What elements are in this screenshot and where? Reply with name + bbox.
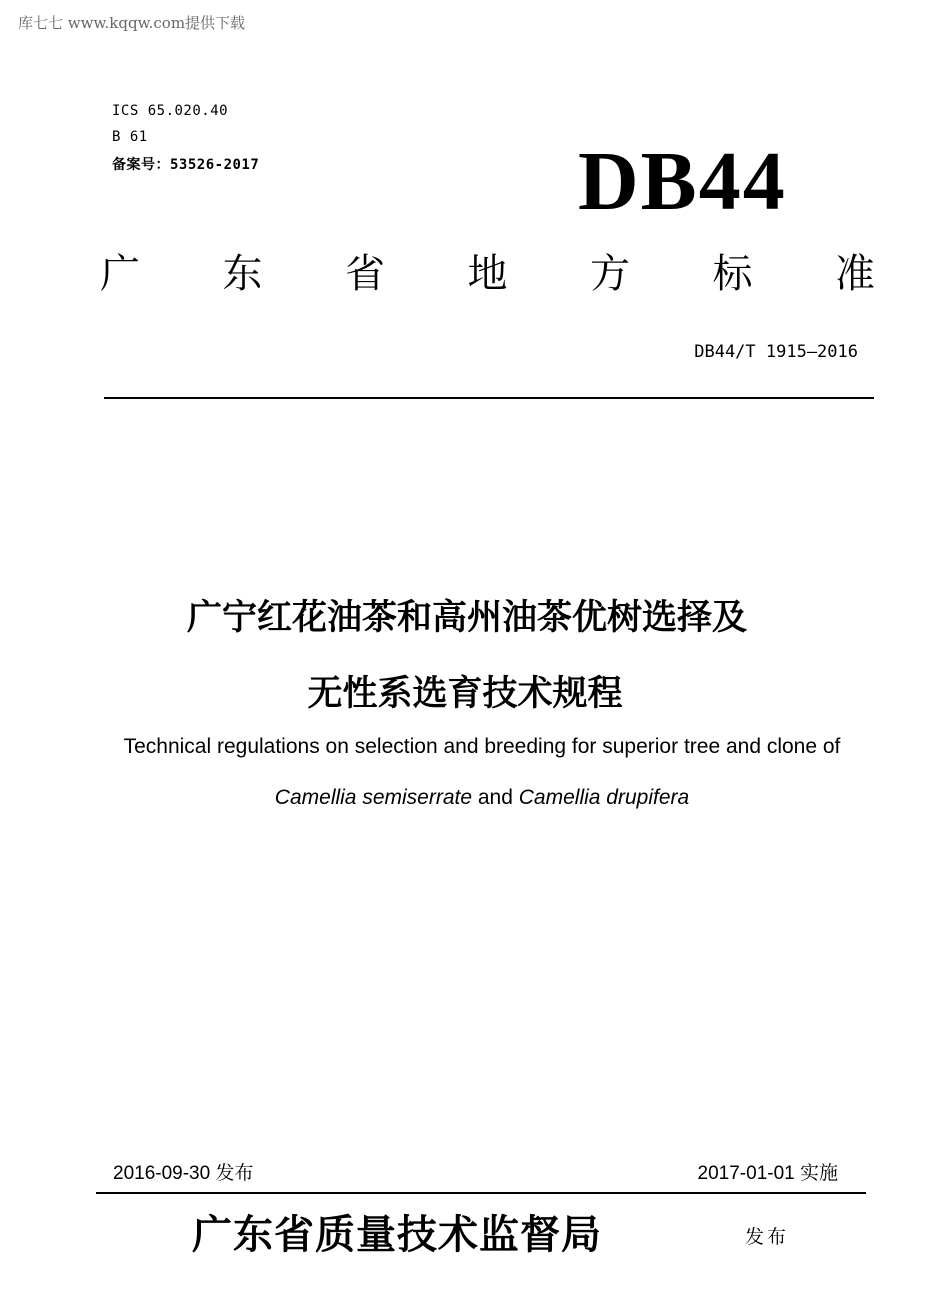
chinese-title-line-1: 广宁红花油茶和高州油茶优树选择及 [186,598,747,638]
footer-divider [96,1192,866,1194]
chinese-title-line-2: 无性系选育技术规程 [307,674,623,714]
filing-number: 备案号：53526-2017 [112,157,260,173]
header-divider [104,397,874,399]
standard-type-char: 准 [835,251,875,297]
watermark-text: 库七七 www.kqqw.com提供下载 [18,14,246,32]
species-name-2: Camellia drupifera [518,786,690,809]
standard-type-title [100,250,875,298]
standard-type-char: 标 [712,251,753,297]
standard-type-char: 广 [100,251,140,297]
ics-code: ICS 65.020.40 [112,103,229,119]
standard-type-char: 省 [345,251,385,297]
implementation-date: 2017-01-01 实施 [697,1163,838,1184]
issue-date: 2016-09-30 发布 [113,1163,254,1184]
issuer-suffix: 发布 [745,1226,790,1248]
ccs-code: B 61 [112,129,148,145]
english-title-line-2 [7,786,950,810]
standard-type-char: 地 [467,251,508,297]
english-title-line-1: Technical regulations on selection and breeding for superior tree and clone of [123,735,841,758]
standard-type-char: 方 [590,251,630,297]
db-code-logo: DB44 [578,135,787,228]
conjunction: and [477,786,513,809]
species-name-1: Camellia semiserrate [274,786,473,809]
issuing-authority: 广东省质量技术监督局 [192,1211,602,1258]
standard-number: DB44/T 1915—2016 [694,342,858,362]
standard-type-char: 东 [222,251,263,297]
